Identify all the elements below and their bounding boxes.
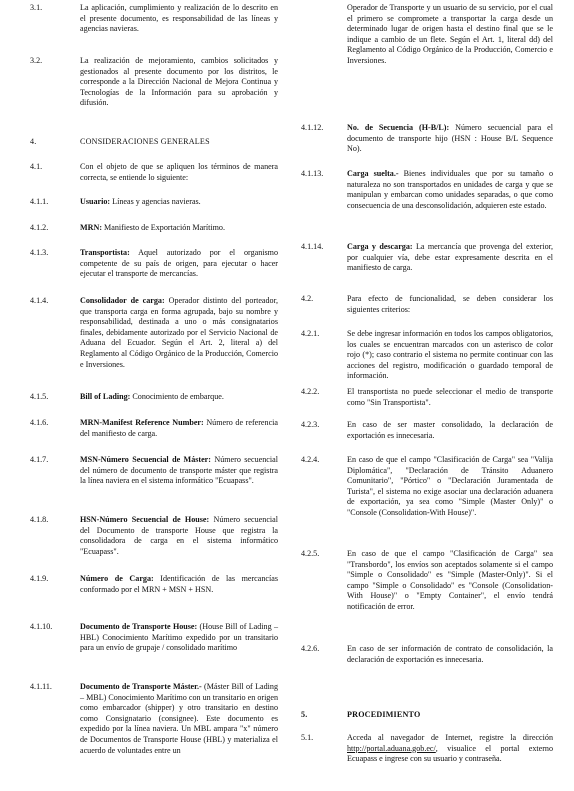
section-number: 5. [301,710,308,719]
item-number: 4.1.3. [30,248,49,257]
item-4-1-12 [301,123,553,155]
item-4-1-6 [30,418,278,439]
item-text [80,296,278,370]
item-4-2-5 [301,549,553,613]
item-number: 4.1.5. [30,392,49,401]
item-text [80,248,278,280]
item-text: Se debe ingresar información en todos los campos obligatorios, los cuales se encuentran marcados con un asterisco de color rojo (*); caso contrario el sistema no permite continuar con las acciones del registro, modificación o guardado temporal de información. [347,329,553,381]
item-4-1-5 [30,392,278,403]
item-number: 3.1. [30,3,43,12]
item-text: En caso de ser información de contrato de consolidación, la declaración de exportación es innecesaria. [347,644,553,664]
instruction-text: Acceda al navegador de Internet, registre la dirección [347,733,553,742]
item-number: 4.1.13. [301,169,324,178]
item-text [80,455,278,487]
term: No. de Secuencia (H-B/L): [347,123,450,132]
term: Usuario: [80,197,111,206]
item-text [347,169,553,211]
item-4-1-1 [30,197,278,208]
item-number: 3.2. [30,56,43,65]
item-4-1-10 [30,622,278,654]
term: MRN: [80,223,103,232]
item-3-1 [30,3,278,35]
item-number: 4.2.2. [301,387,320,396]
term: HSN-Número Secuencial de House: [80,515,210,524]
item-4-1-11 [30,682,278,756]
item-number: 4.1.11. [30,682,52,691]
item-5-1 [301,733,553,765]
term: Consolidador de carga: [80,296,165,305]
item-number: 4.1. [30,162,43,171]
item-text: Con el objeto de que se apliquen los términos de manera correcta, se entiende lo siguiente: [80,162,278,182]
item-text [80,515,278,557]
definition: Aquel autorizado por el organismo competente de su país de origen, para ejecutar o hacer ejecutar el transporte de mercancías. [80,248,278,279]
definition: Número secuencial del Documento de transporte House que registra la consolidadora de carga en el sistema informático "Ecuapass". [80,515,278,556]
term: Número de Carga: [80,574,154,583]
item-number: 4.1.6. [30,418,49,427]
term: MRN-Manifest Reference Number: [80,418,204,427]
term: Bill of Lading: [80,392,131,401]
term: MSN-Número Secuencial de Máster: [80,455,211,464]
definition: Número secuencial para el documento de transporte hijo (HSN : House B/L Sequence No). [347,123,553,154]
item-4-1-7 [30,455,278,487]
item-number: 4.2.3. [301,420,320,429]
definition: Operador distinto del porteador, que transporta carga en forma agrupada, bajo su nombre y responsabilidad, destinada a uno o más consignatarios finales, debidamente autorizado por el Servicio Nacional de Aduana del Ecuador. Según el Art. 2, literal a) del Reglamento al Código Orgánico de la Producción, Comercio e Inversiones. [80,296,278,369]
item-text [347,123,553,155]
item-number: 4.2. [301,294,314,303]
item-text: En caso de que el campo "Clasificación de Carga" sea "Transbordo", los envíos son aceptados solamente si el campo "Simple o Consolidado" es "Simple (Master-Only)". Si el campo "Simple o Consolidado" es "Console (Consolidation-With House)" o "Empty Container", el envío tendrá notificación de error. [347,549,553,611]
item-text: En caso de que el campo "Clasificación de Carga" sea "Valija Diplomática", "Declaración de Tránsito Aduanero Comunitario", "Pórtico" o "Declaración Juramentada de Turista", el sistema no exige asociar una declaración aduanera de exportación, ya sea como "Simple (Master Only)" o "Console (Consolidation-With House)". [347,455,553,517]
item-number: 4.2.4. [301,455,320,464]
item-4-2-3 [301,420,553,441]
item-text [80,418,278,439]
item-number: 4.1.2. [30,223,49,232]
item-text: Para efecto de funcionalidad, se deben considerar los siguientes criterios: [347,294,553,314]
definition: Número de referencia del manifiesto de carga. [80,418,279,438]
item-4-1-9 [30,574,278,595]
section-title: CONSIDERACIONES GENERALES [80,137,210,146]
continued-paragraph [301,3,553,67]
term: Carga suelta.- [347,169,399,178]
item-text: La realización de mejoramiento, cambios solicitados y gestionados al presente documento por los distritos, le corresponde a la Dirección Nacional de Mejora Continua y Tecnologías de la Información para su aprobación y difusión. [80,56,278,108]
item-text [80,622,278,654]
item-text [80,682,278,756]
term: Transportista: [80,248,130,257]
definition: Bienes individuales que por su tamaño o naturaleza no son transportados en unidades de carga y que se manipulan y embarcan como unidades separadas, o que como consecuencia de una desconsolidación, adquieren este estado. [347,169,553,210]
section-heading-5 [301,710,553,721]
item-4-1 [30,162,278,183]
item-number: 4.1.8. [30,515,49,524]
item-4-1-3 [30,248,278,280]
item-4-1-13 [301,169,553,211]
item-text: Operador de Transporte y un usuario de su servicio, por el cual el primero se compromete a transportar la carga desde un determinado lugar de origen hasta el destino final que se le indique a cambio de un flete. Según el Art. 1, literal dd) del Reglamento al Código Orgánico de la Producción, Comercio e Inversiones. [347,3,553,65]
term: Documento de Transporte Máster.- [80,682,202,691]
portal-link[interactable]: http://portal.aduana.gob.ec/ [347,743,436,753]
item-text [347,242,553,274]
item-4-2-1 [301,329,553,382]
item-text [80,574,278,595]
item-number: 4.2.5. [301,549,320,558]
item-text [347,733,553,765]
definition: Conocimiento de embarque. [130,392,224,401]
item-4-2-4 [301,455,553,519]
item-text [80,392,278,403]
section-heading-4 [30,137,278,148]
definition: Identificación de las mercancías conformado por el MRN + MSN + HSN. [80,574,278,594]
item-number: 4.2.6. [301,644,320,653]
section-title: PROCEDIMIENTO [347,710,421,719]
definition: Número secuencial del número de documento de transporte máster que registra la línea naviera en el sistema informático "Ecuapass". [80,455,278,486]
item-number: 5.1. [301,733,314,742]
item-text: El transportista no puede seleccionar el medio de transporte como "Sin Transportista". [347,387,553,407]
item-number: 4.1.1. [30,197,49,206]
item-text: En caso de ser master consolidado, la declaración de exportación es innecesaria. [347,420,553,440]
item-number: 4.1.7. [30,455,49,464]
item-number: 4.1.9. [30,574,49,583]
term: Documento de Transporte House: [80,622,198,631]
item-4-1-14 [301,242,553,274]
definition: Líneas y agencias navieras. [110,197,201,206]
term: Carga y descarga: [347,242,413,251]
item-number: 4.1.14. [301,242,324,251]
item-4-2 [301,294,553,315]
definition: La mercancía que provenga del exterior, por cualquier vía, debe estar expresamente descrita en el manifiesto de carga. [347,242,554,273]
definition: (House Bill of Lading – HBL) Conocimiento Marítimo expedido por un transitario para un envío de grupaje / consolidado marítimo [80,622,278,653]
item-4-2-2 [301,387,553,408]
item-4-1-2 [30,223,278,234]
item-4-2-6 [301,644,553,665]
item-number: 4.1.4. [30,296,49,305]
item-text [80,223,278,234]
item-number: 4.1.12. [301,123,324,132]
item-text [80,197,278,208]
item-4-1-4 [30,296,278,370]
instruction-text: , visualice el portal externo Ecuapass e ingrese con su usuario y contraseña. [347,743,553,764]
definition: (Máster Bill of Lading – MBL) Conocimiento Marítimo con un transitario en origen como embarcador (shipper) y otro transitario en destino como Consignatario (consignee). Este documento es expedido por la línea naviera. Un MBL ampara "x" número de Documentos de Transporte House (HBL) y materializa el acuerdo de voluntades entre un [80,682,278,755]
item-number: 4.1.10. [30,622,53,631]
section-number: 4. [30,137,37,146]
item-number: 4.2.1. [301,329,320,338]
item-text: La aplicación, cumplimiento y realización de lo descrito en el presente documento, es responsabilidad de las líneas y agencias navieras. [80,3,278,34]
item-4-1-8 [30,515,278,557]
item-3-2 [30,56,278,109]
definition: Manifiesto de Exportación Marítimo. [102,223,225,232]
